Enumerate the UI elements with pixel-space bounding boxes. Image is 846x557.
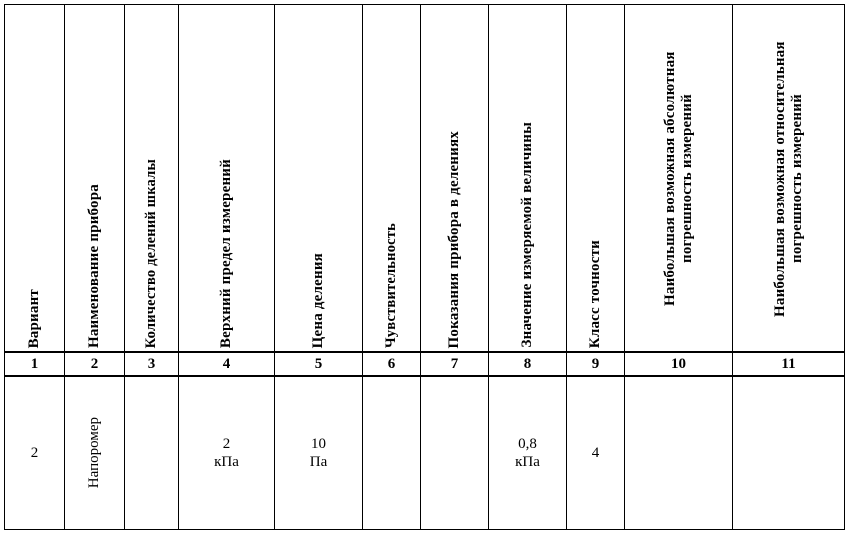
header-label-reading-divisions: Показания прибора в делениях (446, 130, 463, 348)
cell-device (65, 376, 125, 530)
column-number-5: 5 (275, 352, 363, 376)
cell-division-value-value: 10 Па (309, 436, 328, 470)
cell-measured-value-value: 0,8 кПа (515, 436, 540, 470)
header-cell-division-value (275, 5, 363, 353)
cell-divisions (125, 376, 179, 530)
header-cell-relative-error (733, 5, 845, 353)
header-label-relative-error: Наибольшая возможная относительная погрешность измерений (771, 41, 805, 317)
header-label-variant: Вариант (26, 288, 43, 348)
cell-variant (5, 376, 65, 530)
header-label-absolute-error: Наибольшая возможная абсолютная погрешность измерений (661, 51, 695, 307)
table-number-row (5, 352, 845, 376)
header-label-device: Наименование прибора (86, 183, 103, 348)
header-cell-device (65, 5, 125, 353)
header-cell-variant (5, 5, 65, 353)
column-number-1: 1 (5, 352, 65, 376)
cell-upper-limit (179, 376, 275, 530)
header-cell-divisions (125, 5, 179, 353)
cell-measured-value (489, 376, 567, 530)
column-number-9: 9 (567, 352, 625, 376)
header-label-accuracy-class: Класс точности (587, 239, 604, 348)
cell-relative-error (733, 376, 845, 530)
cell-upper-limit-value: 2 кПа (214, 436, 239, 470)
cell-variant-value: 2 (30, 445, 39, 461)
document-page (0, 4, 846, 557)
header-label-division-value: Цена деления (310, 252, 327, 348)
column-number-11: 11 (733, 352, 845, 376)
header-label-sensitivity: Чувствительность (383, 222, 400, 348)
header-cell-reading-divisions (421, 5, 489, 353)
cell-device-value: Напоромер (86, 417, 103, 489)
cell-sensitivity (363, 376, 421, 530)
header-cell-accuracy-class (567, 5, 625, 353)
header-cell-upper-limit (179, 5, 275, 353)
column-number-6: 6 (363, 352, 421, 376)
column-number-10: 10 (625, 352, 733, 376)
table-row (5, 376, 845, 530)
cell-division-value (275, 376, 363, 530)
cell-absolute-error (625, 376, 733, 530)
header-label-measured-value: Значение измеряемой величины (519, 122, 536, 348)
column-number-4: 4 (179, 352, 275, 376)
measurement-table (4, 4, 845, 530)
header-cell-absolute-error (625, 5, 733, 353)
header-label-divisions: Количество делений шкалы (143, 158, 160, 348)
cell-reading-divisions (421, 376, 489, 530)
header-cell-sensitivity (363, 5, 421, 353)
table-header-row (5, 5, 845, 353)
column-number-8: 8 (489, 352, 567, 376)
column-number-7: 7 (421, 352, 489, 376)
cell-accuracy-class (567, 376, 625, 530)
header-label-upper-limit: Верхний предел измерений (218, 158, 235, 348)
column-number-2: 2 (65, 352, 125, 376)
column-number-3: 3 (125, 352, 179, 376)
header-cell-measured-value (489, 5, 567, 353)
cell-accuracy-class-value: 4 (591, 445, 600, 461)
